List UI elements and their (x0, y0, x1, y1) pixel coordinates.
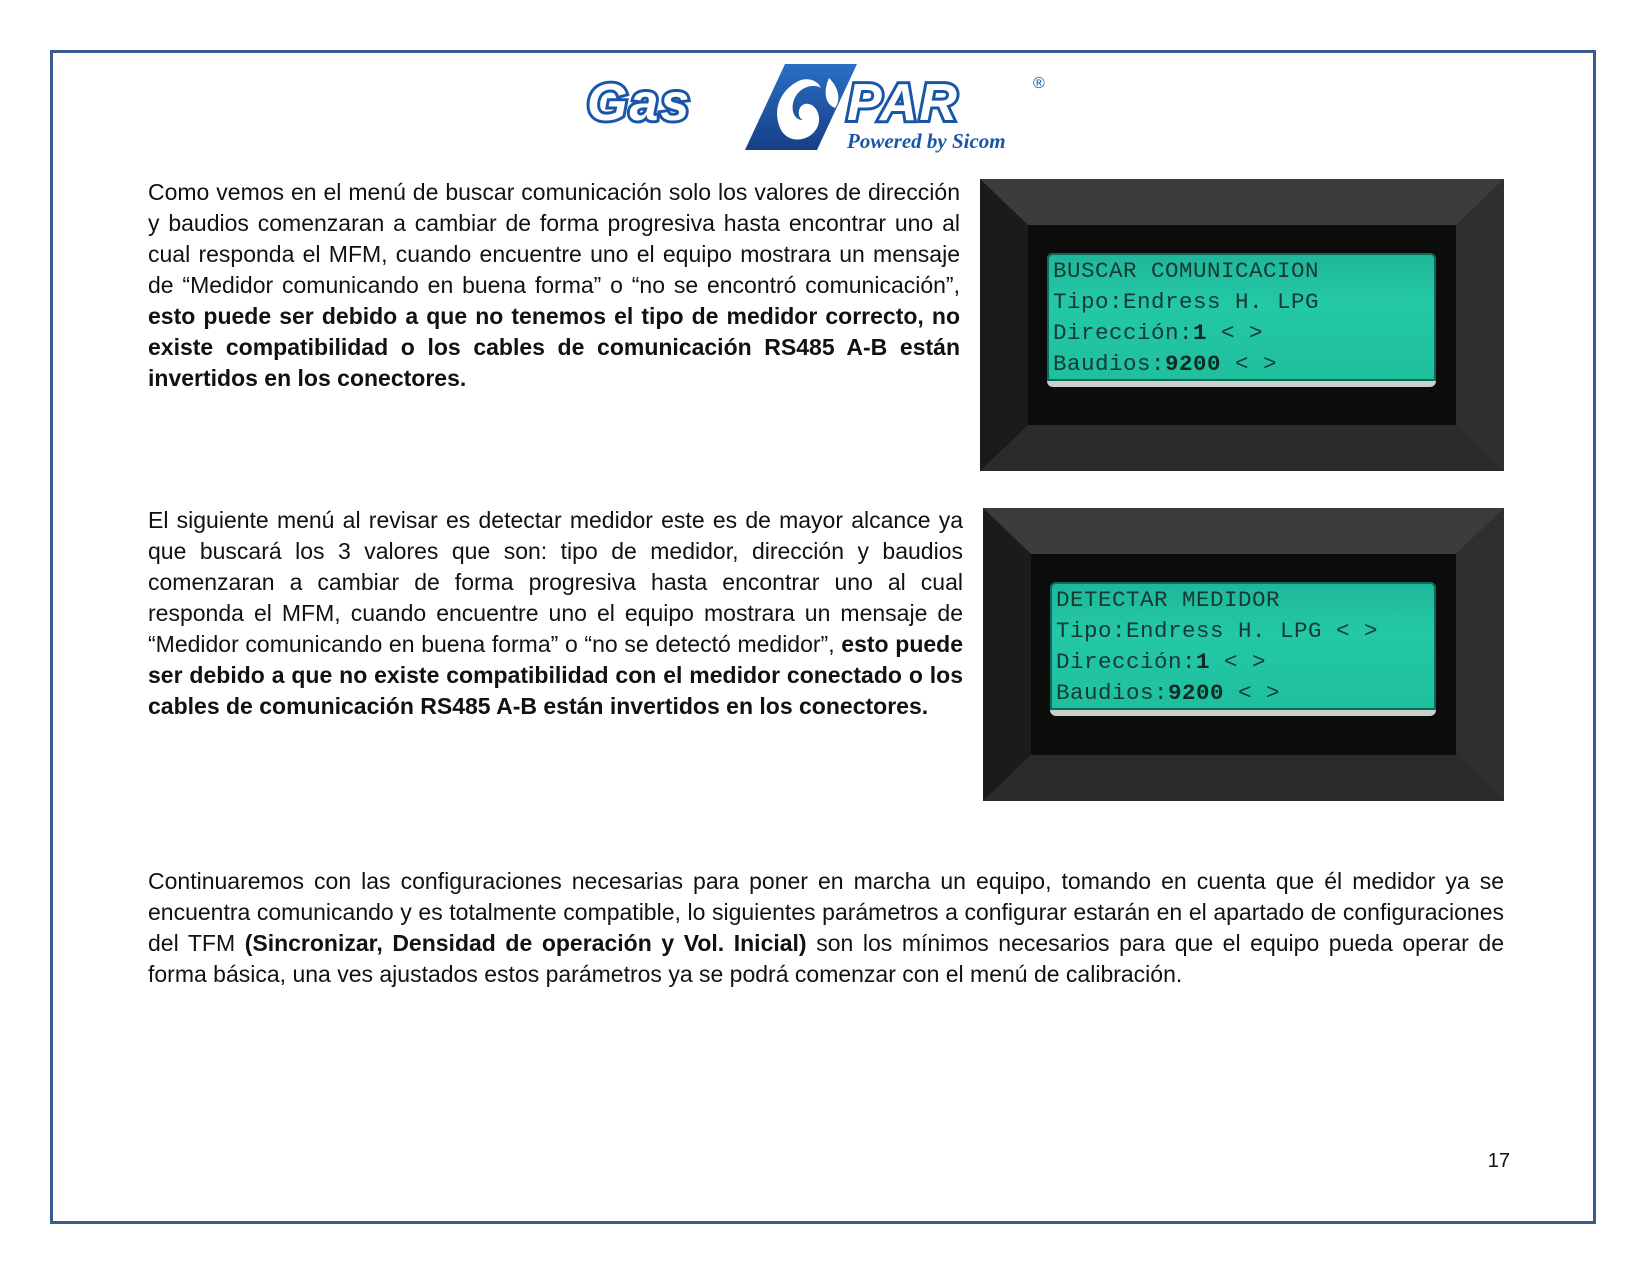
direccion-label: Dirección: (1053, 320, 1194, 346)
section1-text: Como vemos en el menú de buscar comunicación solo los valores de dirección y baudios comenzaran a cambiar de forma progresiva hasta encontrar uno al cual responda el MFM, cuando encuentre uno el equipo mostrara un mensaje de “Medidor comunicando en buena forma” o “no se encontró comunicación”, (148, 179, 960, 298)
section3-text-before: Continuaremos con las configuraciones necesarias para poner en marcha un equipo, tomando en cuenta que él medidor ya se encuentra comunicando y es totalmente compatible, lo siguientes parámetros a configurar estarán en el apartado de configuraciones del TFM (148, 868, 1504, 956)
baudios-label: Baudios: (1056, 680, 1169, 706)
section1-bold-text: esto puede ser debido a que no tenemos el tipo de medidor correcto, no existe compatibilidad o los cables de comunicación RS485 A-B están invertidos en los conectores. (148, 303, 960, 391)
lcd-screen (1050, 582, 1436, 716)
direccion-arrows: < > (1207, 320, 1264, 346)
direccion-label: Dirección: (1056, 649, 1197, 675)
section2-text: El siguiente menú al revisar es detectar medidor este es de mayor alcance ya que buscará los 3 valores que son: tipo de medidor, dirección y baudios comenzaran a cambiar de forma progresiva hasta encontrar uno al cual responda el MFM, cuando encuentre uno el equipo mostrara un mensaje de “Medidor comunicando en buena forma” o “no se detectó medidor”, (148, 507, 963, 657)
baudios-label: Baudios: (1053, 351, 1166, 377)
baudios-value: 9200 (1165, 351, 1222, 377)
gaspar-logo-graphic (585, 58, 1065, 154)
lcd-line-title: BUSCAR COMUNICACION (1053, 258, 1320, 284)
logo-tagline: Powered by Sicom (847, 129, 1006, 153)
registered-mark: ® (1033, 75, 1045, 92)
page-number: 17 (1487, 1150, 1510, 1172)
baudios-arrows: < > (1224, 680, 1281, 706)
lcd-display-buscar (980, 179, 1504, 471)
direccion-value: 1 (1193, 320, 1208, 346)
lcd-line-tipo: Tipo:Endress H. LPG (1053, 289, 1320, 315)
section3-text-after: son los mínimos necesarios para que el equipo pueda operar de forma básica, una ves ajustados estos parámetros ya se podrá comenzar con el menú de calibración. (148, 930, 1504, 987)
lcd-line-direccion (1056, 647, 1430, 678)
direccion-value: 1 (1196, 649, 1211, 675)
baudios-value: 9200 (1168, 680, 1225, 706)
section2-bold-text: esto puede ser debido a que no existe compatibilidad con el medidor conectado o los cables de comunicación RS485 A-B están invertidos en los conectores. (148, 631, 964, 719)
section3-bold-text: (Sincronizar, Densidad de operación y Vol. Inicial) (244, 930, 807, 956)
lcd-line-baudios (1053, 349, 1430, 380)
section3-paragraph (148, 866, 1504, 990)
lcd-display-detectar (983, 508, 1504, 801)
brand-right-text: PAR (847, 74, 959, 132)
section2-paragraph (148, 505, 963, 722)
brand-left-text: Gas (587, 74, 692, 132)
lcd-line-title: DETECTAR MEDIDOR (1056, 587, 1281, 613)
section1-paragraph (148, 177, 960, 394)
gaspar-logo (585, 58, 1065, 154)
lcd-line-direccion (1053, 318, 1430, 349)
flame-drop-icon (745, 64, 857, 150)
lcd-line-tipo: Tipo:Endress H. LPG < > (1056, 618, 1379, 644)
direccion-arrows: < > (1210, 649, 1267, 675)
lcd-line-baudios (1056, 678, 1430, 709)
lcd-screen (1047, 253, 1436, 387)
baudios-arrows: < > (1221, 351, 1278, 377)
